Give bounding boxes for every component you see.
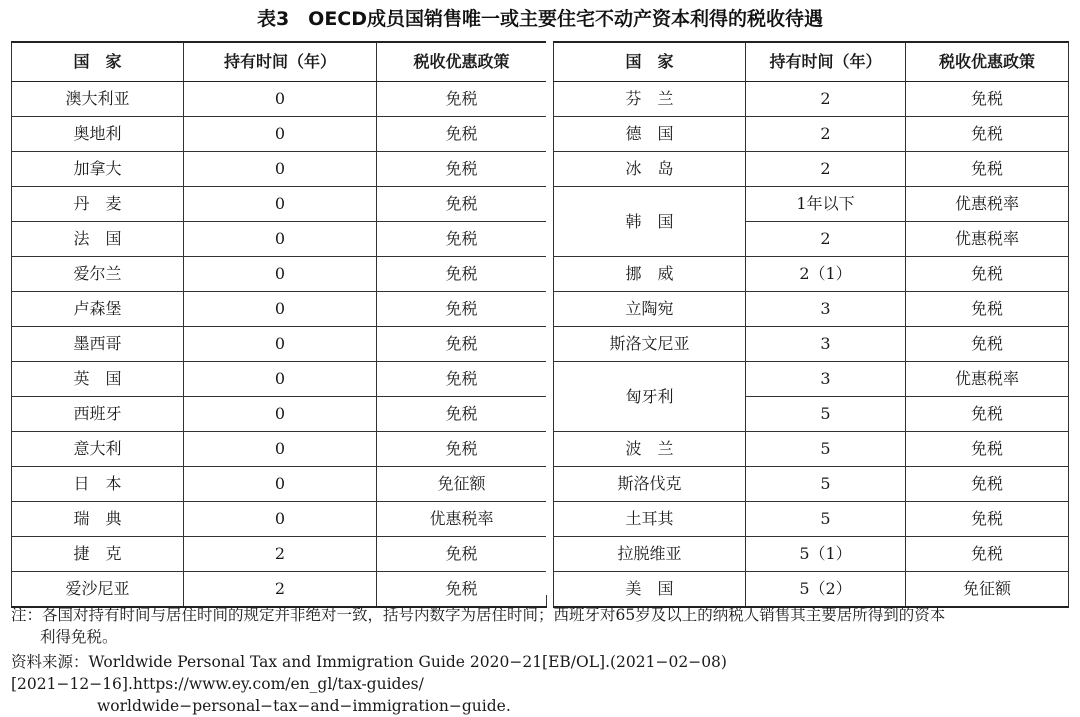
years-cell: 2 xyxy=(184,537,377,572)
source-line-2: worldwide−personal−tax−and−immigration−guide. xyxy=(97,697,511,715)
country-cell: 捷 克 xyxy=(12,537,184,572)
years-cell: 0 xyxy=(184,257,377,292)
policy-cell: 免征额 xyxy=(377,467,547,502)
table-row xyxy=(12,292,547,327)
policy-cell: 免税 xyxy=(906,432,1069,467)
table-row xyxy=(554,257,1069,292)
years-cell: 0 xyxy=(184,467,377,502)
policy-cell: 免税 xyxy=(906,152,1069,187)
policy-cell: 免税 xyxy=(906,82,1069,117)
table-row xyxy=(554,152,1069,187)
table-row xyxy=(12,222,547,257)
table-row xyxy=(554,432,1069,467)
table-row xyxy=(554,292,1069,327)
policy-cell: 免税 xyxy=(377,327,547,362)
header-holding-time: 持有时间（年） xyxy=(184,42,377,82)
table-row xyxy=(554,467,1069,502)
years-cell: 3 xyxy=(746,327,906,362)
country-cell: 瑞 典 xyxy=(12,502,184,537)
policy-cell: 免税 xyxy=(377,82,547,117)
table-note xyxy=(11,604,1073,648)
years-cell: 5 xyxy=(746,467,906,502)
country-cell: 拉脱维亚 xyxy=(554,537,746,572)
header-holding-time: 持有时间（年） xyxy=(746,42,906,82)
policy-cell: 优惠税率 xyxy=(906,362,1069,397)
policy-cell: 免税 xyxy=(906,117,1069,152)
country-cell: 挪 威 xyxy=(554,257,746,292)
table-row xyxy=(554,327,1069,362)
years-cell: 2 xyxy=(746,117,906,152)
table-row xyxy=(12,572,547,608)
years-cell: 0 xyxy=(184,117,377,152)
header-tax-policy: 税收优惠政策 xyxy=(906,42,1069,82)
tax-table xyxy=(11,41,1068,598)
years-cell: 5 xyxy=(746,397,906,432)
table-row xyxy=(12,152,547,187)
policy-cell: 免税 xyxy=(906,502,1069,537)
years-cell: 2（1） xyxy=(746,257,906,292)
country-cell: 波 兰 xyxy=(554,432,746,467)
table-row xyxy=(12,537,547,572)
country-cell: 法 国 xyxy=(12,222,184,257)
left-table xyxy=(11,41,547,608)
table-row xyxy=(12,117,547,152)
table-gap xyxy=(546,41,553,595)
table-row xyxy=(12,187,547,222)
policy-cell: 免税 xyxy=(906,292,1069,327)
policy-cell: 免税 xyxy=(377,572,547,608)
country-cell: 美 国 xyxy=(554,572,746,608)
policy-cell: 免税 xyxy=(377,432,547,467)
table-row xyxy=(12,467,547,502)
right-table-body xyxy=(554,82,1069,608)
years-cell: 0 xyxy=(184,397,377,432)
policy-cell: 免税 xyxy=(377,537,547,572)
years-cell: 5（2） xyxy=(746,572,906,608)
country-cell: 墨西哥 xyxy=(12,327,184,362)
policy-cell: 免税 xyxy=(906,257,1069,292)
years-cell: 0 xyxy=(184,292,377,327)
country-cell: 西班牙 xyxy=(12,397,184,432)
header-tax-policy: 税收优惠政策 xyxy=(377,42,547,82)
years-cell: 5 xyxy=(746,502,906,537)
years-cell: 3 xyxy=(746,362,906,397)
table-row xyxy=(12,257,547,292)
table-row xyxy=(12,362,547,397)
years-cell: 5（1） xyxy=(746,537,906,572)
country-cell: 斯洛文尼亚 xyxy=(554,327,746,362)
left-table-body xyxy=(12,82,547,608)
years-cell: 0 xyxy=(184,432,377,467)
policy-cell: 免税 xyxy=(377,117,547,152)
country-cell: 澳大利亚 xyxy=(12,82,184,117)
policy-cell: 优惠税率 xyxy=(906,222,1069,257)
years-cell: 0 xyxy=(184,82,377,117)
table-row xyxy=(12,327,547,362)
country-cell: 德 国 xyxy=(554,117,746,152)
policy-cell: 免税 xyxy=(377,187,547,222)
country-cell: 芬 兰 xyxy=(554,82,746,117)
table-row xyxy=(12,82,547,117)
table-row xyxy=(12,502,547,537)
years-cell: 2 xyxy=(746,82,906,117)
header-country: 国 家 xyxy=(12,42,184,82)
country-cell: 意大利 xyxy=(12,432,184,467)
country-cell: 爱尔兰 xyxy=(12,257,184,292)
policy-cell: 免税 xyxy=(377,222,547,257)
country-cell: 冰 岛 xyxy=(554,152,746,187)
country-cell: 立陶宛 xyxy=(554,292,746,327)
policy-cell: 免税 xyxy=(377,362,547,397)
years-cell: 2 xyxy=(746,222,906,257)
country-cell: 英 国 xyxy=(12,362,184,397)
years-cell: 0 xyxy=(184,362,377,397)
years-cell: 0 xyxy=(184,502,377,537)
years-cell: 0 xyxy=(184,152,377,187)
country-cell: 加拿大 xyxy=(12,152,184,187)
country-cell: 爱沙尼亚 xyxy=(12,572,184,608)
source-line-1: 资料来源：Worldwide Personal Tax and Immigration Guide 2020−21[EB/OL].(2021−02−08)[2021−12−16].https://www.ey.com/en_gl/tax-guides/ xyxy=(11,653,727,693)
years-cell: 0 xyxy=(184,187,377,222)
years-cell: 5 xyxy=(746,432,906,467)
table-row xyxy=(12,397,547,432)
years-cell: 0 xyxy=(184,222,377,257)
country-cell: 韩 国 xyxy=(554,187,746,257)
years-cell: 2 xyxy=(746,152,906,187)
country-cell: 丹 麦 xyxy=(12,187,184,222)
table-row xyxy=(554,187,1069,222)
table-row xyxy=(554,502,1069,537)
policy-cell: 免税 xyxy=(377,397,547,432)
table-row xyxy=(554,362,1069,397)
policy-cell: 免税 xyxy=(906,467,1069,502)
country-cell: 斯洛伐克 xyxy=(554,467,746,502)
years-cell: 0 xyxy=(184,327,377,362)
table-row xyxy=(554,117,1069,152)
header-row xyxy=(12,42,547,82)
table-row xyxy=(554,82,1069,117)
country-cell: 奥地利 xyxy=(12,117,184,152)
policy-cell: 免税 xyxy=(906,397,1069,432)
policy-cell: 优惠税率 xyxy=(377,502,547,537)
policy-cell: 优惠税率 xyxy=(906,187,1069,222)
policy-cell: 免税 xyxy=(377,257,547,292)
table-row xyxy=(12,432,547,467)
note-line-2: 利得免税。 xyxy=(40,628,118,646)
years-cell: 3 xyxy=(746,292,906,327)
table-row xyxy=(554,537,1069,572)
right-table xyxy=(553,41,1069,608)
country-cell: 匈牙利 xyxy=(554,362,746,432)
policy-cell: 免税 xyxy=(906,537,1069,572)
years-cell: 2 xyxy=(184,572,377,608)
country-cell: 卢森堡 xyxy=(12,292,184,327)
note-line-1: 注：各国对持有时间与居住时间的规定并非绝对一致，括号内数字为居住时间；西班牙对65岁及以上的纳税人销售其主要居所得到的资本 xyxy=(11,606,946,624)
policy-cell: 免征额 xyxy=(906,572,1069,608)
table-row xyxy=(554,572,1069,608)
header-country: 国 家 xyxy=(554,42,746,82)
country-cell: 日 本 xyxy=(12,467,184,502)
years-cell: 1年以下 xyxy=(746,187,906,222)
policy-cell: 免税 xyxy=(906,327,1069,362)
source-note xyxy=(11,651,1073,717)
country-cell: 土耳其 xyxy=(554,502,746,537)
table-title: 表3 OECD成员国销售唯一或主要住宅不动产资本利得的税收待遇 xyxy=(256,8,824,30)
policy-cell: 免税 xyxy=(377,152,547,187)
policy-cell: 免税 xyxy=(377,292,547,327)
header-row xyxy=(554,42,1069,82)
